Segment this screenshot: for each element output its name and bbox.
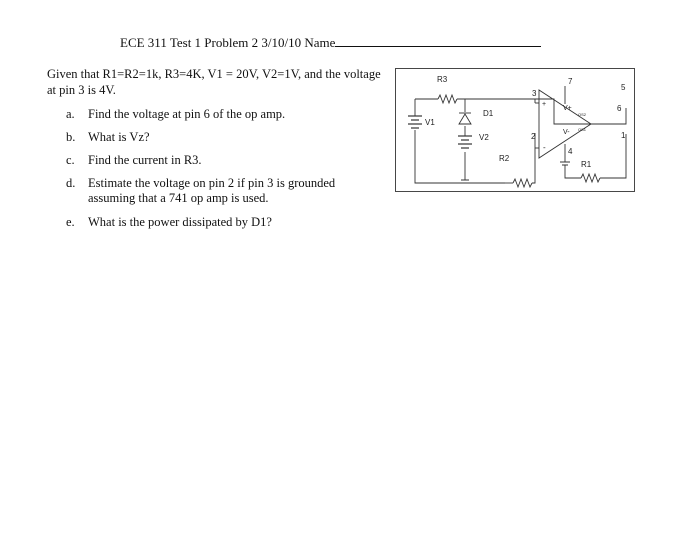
label-d1: D1 xyxy=(483,109,494,118)
label-pin4: 4 xyxy=(568,147,573,156)
label-v1: V1 xyxy=(425,118,435,127)
label-r3: R3 xyxy=(437,75,448,84)
label-os1: OS1 xyxy=(578,127,587,132)
label-minus: - xyxy=(543,143,546,152)
resistor-r2 xyxy=(513,179,532,187)
question-label: a. xyxy=(66,107,75,121)
label-vplus: V+ xyxy=(563,105,572,112)
question-label: d. xyxy=(66,176,76,190)
diode-d1 xyxy=(459,113,471,124)
label-pin1: 1 xyxy=(621,131,626,140)
label-pin5: 5 xyxy=(621,83,626,92)
label-pin6: 6 xyxy=(617,104,622,113)
label-plus: + xyxy=(542,101,547,108)
diagram-frame xyxy=(396,69,635,192)
wire-r1-right xyxy=(600,140,626,178)
resistor-r3 xyxy=(438,95,457,103)
resistor-r1 xyxy=(581,174,600,182)
wire-r1-left xyxy=(565,165,581,178)
label-pin2: 2 xyxy=(531,132,536,141)
circuit-diagram xyxy=(395,68,635,192)
label-v2: V2 xyxy=(479,133,489,142)
label-r2: R2 xyxy=(499,154,510,163)
problem-intro: Given that R1=R2=1k, R3=4K, V1 = 20V, V2=1V, and the voltage at pin 3 is 4V. xyxy=(47,67,381,97)
label-vminus: V- xyxy=(563,129,570,136)
name-blank xyxy=(335,34,541,47)
ground-symbol-right xyxy=(560,162,570,165)
question-text: Find the voltage at pin 6 of the op amp. xyxy=(88,107,286,121)
label-pin7: 7 xyxy=(568,77,573,86)
question-label: c. xyxy=(66,153,75,167)
battery-v1 xyxy=(408,116,422,128)
label-os2: OS2 xyxy=(578,112,587,117)
question-label: e. xyxy=(66,215,75,229)
label-r1: R1 xyxy=(581,160,592,169)
wire-bottom xyxy=(415,130,505,183)
question-text: What is Vz? xyxy=(88,130,150,144)
question-text: What is the power dissipated by D1? xyxy=(88,215,272,229)
page-title xyxy=(120,34,541,51)
wire-r2-right xyxy=(532,148,535,183)
battery-v2 xyxy=(458,136,472,148)
question-text: Find the current in R3. xyxy=(88,153,202,167)
label-pin3: 3 xyxy=(532,89,537,98)
title-text: ECE 311 Test 1 Problem 2 3/10/10 Name xyxy=(120,35,336,50)
question-label: b. xyxy=(66,130,76,144)
question-text: Estimate the voltage on pin 2 if pin 3 is grounded assuming that a 741 op amp is used. xyxy=(88,176,336,205)
